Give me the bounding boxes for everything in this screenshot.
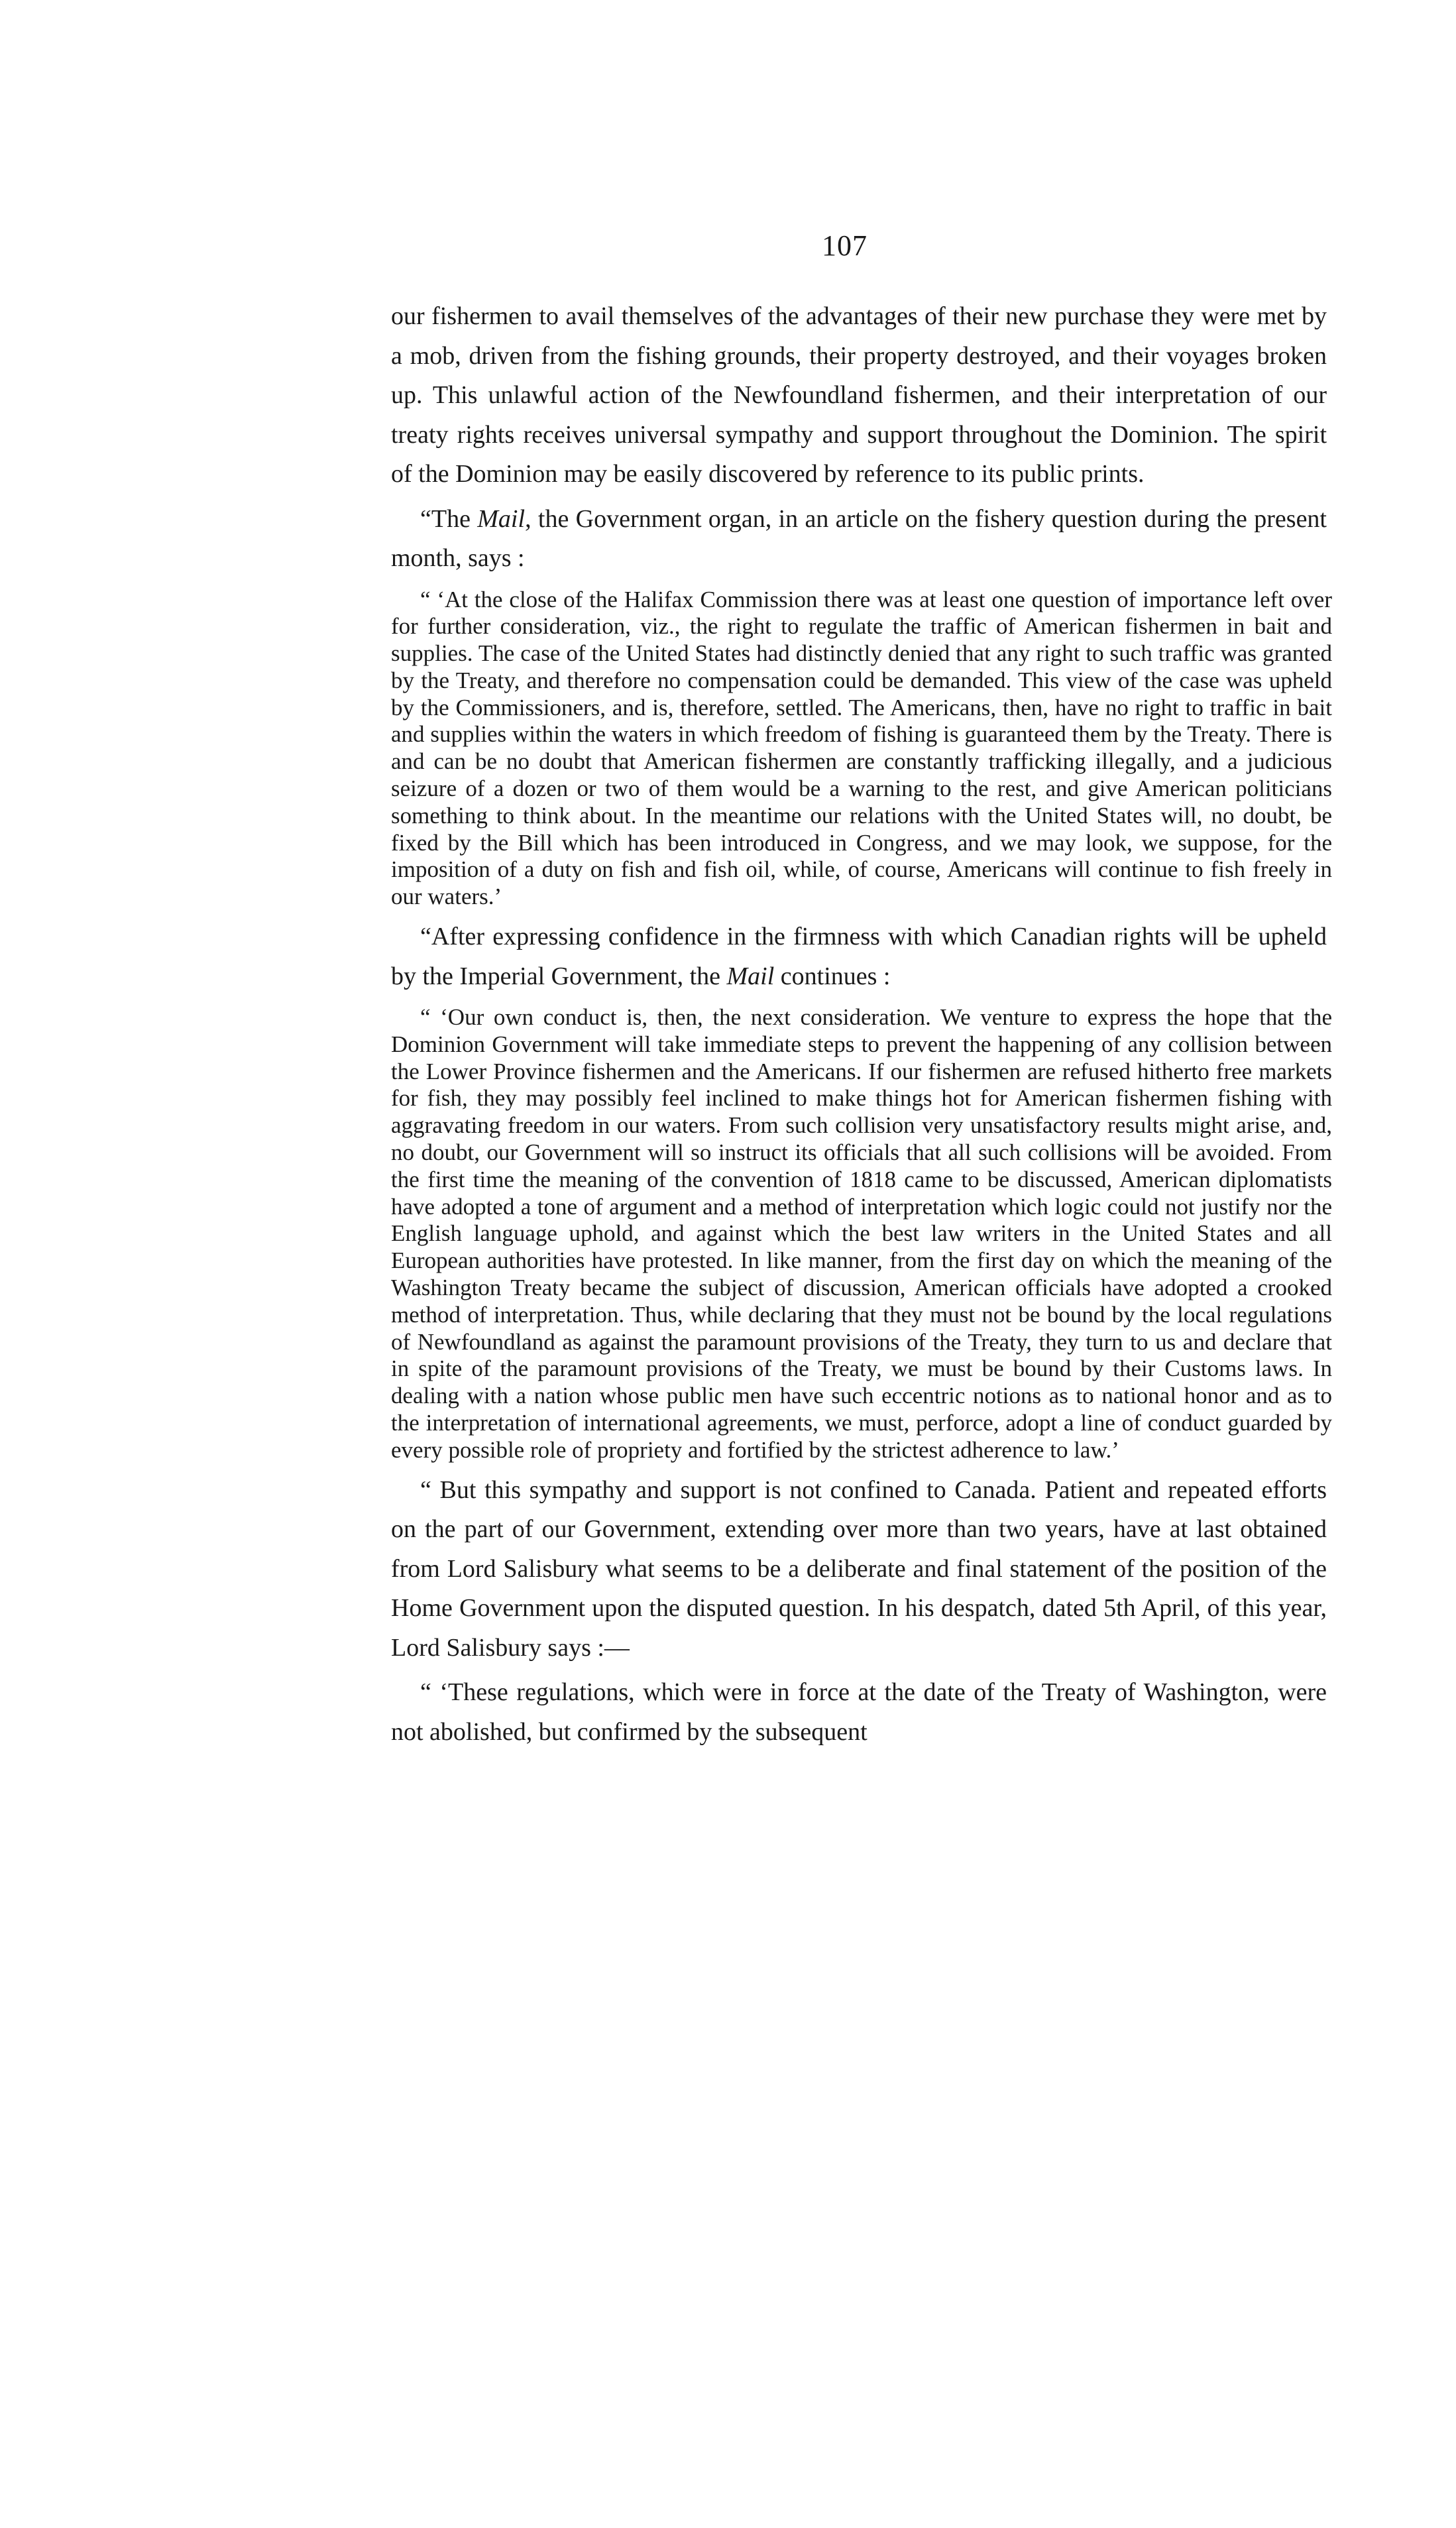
paragraph-2: “The Mail, the Government organ, in an article on the fishery question during the present month, says : bbox=[391, 504, 1327, 572]
paragraph-3: “After expressing confidence in the firmness with which Canadian rights will be upheld by the Imperial Government, the Mail continues : bbox=[391, 923, 1327, 990]
quote-2-text: “ ‘Our own conduct is, then, the next consideration. We venture to express the hope that the Dominion Government will take immediate steps to prevent the happening of any collision between the Lower Province fishermen and the Americans. If our fishermen are refused hitherto free markets for fish, they may possibly feel inclined to make things hot for American fishermen fishing with aggravating freedom in our waters. From such collision very unsatisfactory results might arise, and, no doubt, our Government will so instruct its officials that all such collisions will be avoided. From the first time the meaning of the convention of 1818 came to be discussed, American diplomatists have adopted a tone of argument and a method of interpretation which logic could not justify nor the English language uphold, and against which the best law writers in the United States and all European authorities have protested. In like manner, from the first day on which the meaning of the Washington Treaty became the subject of discussion, American officials have adopted a crooked method of interpretation. Thus, while declaring that they must not be bound by the local regulations of Newfoundland as against the paramount provisions of the Treaty, they turn to us and declare that in spite of the paramount provisions of the Treaty, we must be bound by their Customs laws. In dealing with a nation whose public men have such eccentric notions as to national honor and as to the interpretation of international agreements, we must, perforce, adopt a line of conduct guarded by every possible role of propriety and fortified by the strictest adherence to law.’ bbox=[391, 1004, 1332, 1463]
paragraph-1: our fishermen to avail themselves of the advantages of their new purchase they were met by a mob, driven from the fishing grounds, their property destroyed, and their voyages broken up. This unlawful action of the Newfoundland fishermen, and their interpretation of our treaty rights receives universal sympathy and support throughout the Dominion. The spirit of the Dominion may be easily discovered by reference to its public prints. bbox=[391, 302, 1327, 488]
quotation-2 bbox=[391, 1004, 1332, 1464]
paragraph-5: “ ‘These regulations, which were in force at the date of the Treaty of Washington, were not abolished, but confirmed by the subsequent bbox=[391, 1678, 1327, 1746]
paragraph-4: “ But this sympathy and support is not confined to Canada. Patient and repeated efforts on the part of our Government, extending over more than two years, have at last obtained from Lord Salisbury what seems to be a deliberate and final statement of the position of the Home Government upon the disputed question. In his despatch, dated 5th April, of this year, Lord Salisbury says :— bbox=[391, 1475, 1327, 1662]
quote-1-text: “ ‘At the close of the Halifax Commission there was at least one question of importance left over for further consideration, viz., the right to regulate the traffic of American fishermen in bait and supplies. The case of the United States had distinctly denied that any right to such traffic was granted by the Treaty, and therefore no compensation could be demanded. This view of the case was upheld by the Commissioners, and is, therefore, settled. The Americans, then, have no right to traffic in bait and supplies within the waters in which freedom of fishing is guaranteed them by the Treaty. There is and can be no doubt that American fishermen are constantly trafficking illegally, and a judicious seizure of a dozen or two of them would be a warning to the rest, and give American politicians something to think about. In the meantime our relations with the United States will, no doubt, be fixed by the Bill which has been introduced in Congress, and we may look, we suppose, for the imposition of a duty on fish and fish oil, while, of course, Americans will continue to fish freely in our waters.’ bbox=[391, 586, 1332, 910]
newspaper-title: Mail bbox=[726, 962, 775, 990]
newspaper-title: Mail bbox=[477, 504, 526, 533]
page-number: 107 bbox=[822, 229, 868, 262]
page-body bbox=[391, 297, 1332, 1752]
quotation-1 bbox=[391, 587, 1332, 911]
